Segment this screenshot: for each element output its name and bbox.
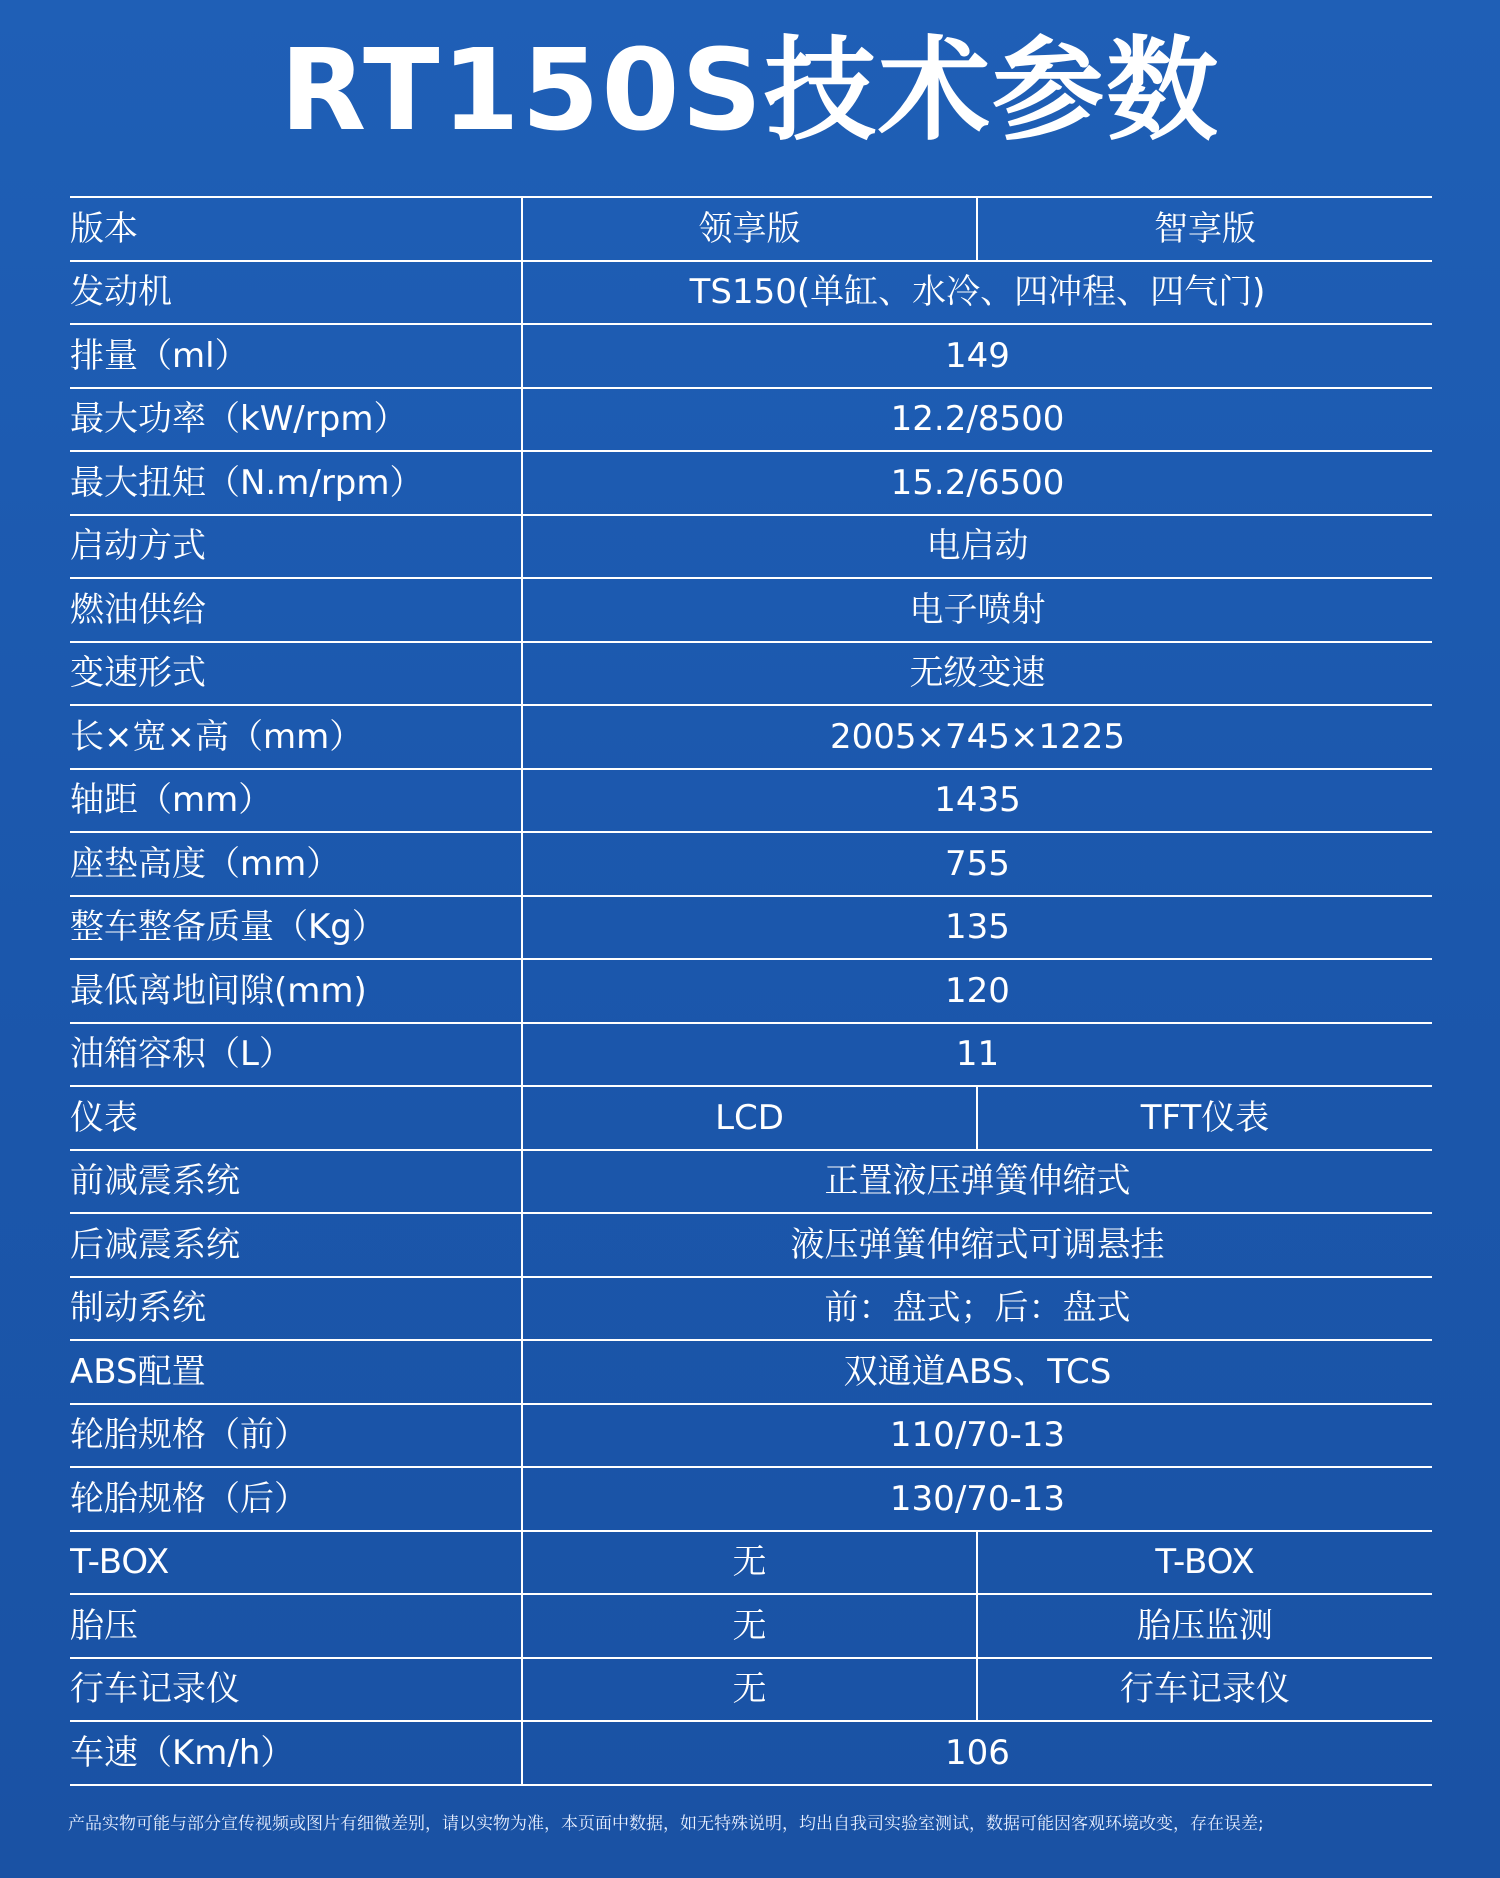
spec-value: 11 <box>522 1023 1432 1087</box>
spec-value: 前：盘式；后：盘式 <box>522 1277 1432 1341</box>
spec-label: 排量（ml） <box>70 324 522 388</box>
spec-value: 无级变速 <box>522 642 1432 706</box>
spec-value: 106 <box>522 1721 1432 1785</box>
spec-label: 启动方式 <box>70 515 522 579</box>
spec-label: 最大功率（kW/rpm） <box>70 388 522 452</box>
spec-value: 755 <box>522 832 1432 896</box>
spec-row <box>70 642 1432 706</box>
spec-value: 行车记录仪 <box>977 1658 1432 1722</box>
spec-label: 前减震系统 <box>70 1150 522 1214</box>
spec-row <box>70 388 1432 452</box>
spec-value: 130/70-13 <box>522 1467 1432 1531</box>
spec-label: 轴距（mm） <box>70 769 522 833</box>
spec-value: 2005×745×1225 <box>522 705 1432 769</box>
spec-value: 135 <box>522 896 1432 960</box>
spec-row <box>70 1658 1432 1722</box>
spec-label: 长×宽×高（mm） <box>70 705 522 769</box>
spec-row <box>70 451 1432 515</box>
spec-value: 领享版 <box>522 197 977 261</box>
spec-value: 120 <box>522 959 1432 1023</box>
spec-value: 12.2/8500 <box>522 388 1432 452</box>
spec-row <box>70 1721 1432 1785</box>
spec-row <box>70 1150 1432 1214</box>
spec-label: 最大扭矩（N.m/rpm） <box>70 451 522 515</box>
spec-value: 正置液压弹簧伸缩式 <box>522 1150 1432 1214</box>
spec-label: 最低离地间隙(mm) <box>70 959 522 1023</box>
spec-value: TS150(单缸、水冷、四冲程、四气门) <box>522 261 1432 325</box>
spec-label: 座垫高度（mm） <box>70 832 522 896</box>
spec-value: 149 <box>522 324 1432 388</box>
spec-label: 制动系统 <box>70 1277 522 1341</box>
spec-label: 变速形式 <box>70 642 522 706</box>
spec-label: T-BOX <box>70 1531 522 1595</box>
spec-value: T-BOX <box>977 1531 1432 1595</box>
spec-table-body <box>70 197 1432 1785</box>
spec-row <box>70 896 1432 960</box>
spec-row <box>70 1277 1432 1341</box>
spec-row <box>70 1531 1432 1595</box>
spec-row <box>70 261 1432 325</box>
spec-value: 双通道ABS、TCS <box>522 1340 1432 1404</box>
spec-label: 行车记录仪 <box>70 1658 522 1722</box>
spec-label: 版本 <box>70 197 522 261</box>
spec-label: 仪表 <box>70 1086 522 1150</box>
spec-row <box>70 324 1432 388</box>
spec-value: TFT仪表 <box>977 1086 1432 1150</box>
spec-table <box>70 196 1432 1786</box>
spec-row <box>70 1594 1432 1658</box>
spec-row <box>70 959 1432 1023</box>
spec-label: 整车整备质量（Kg） <box>70 896 522 960</box>
spec-value: 无 <box>522 1531 977 1595</box>
spec-value: 胎压监测 <box>977 1594 1432 1658</box>
spec-row <box>70 578 1432 642</box>
spec-value: LCD <box>522 1086 977 1150</box>
spec-row <box>70 197 1432 261</box>
spec-value: 1435 <box>522 769 1432 833</box>
spec-row <box>70 1467 1432 1531</box>
spec-label: ABS配置 <box>70 1340 522 1404</box>
spec-value: 液压弹簧伸缩式可调悬挂 <box>522 1213 1432 1277</box>
spec-label: 油箱容积（L） <box>70 1023 522 1087</box>
spec-label: 胎压 <box>70 1594 522 1658</box>
spec-row <box>70 1340 1432 1404</box>
spec-label: 燃油供给 <box>70 578 522 642</box>
spec-row <box>70 1404 1432 1468</box>
spec-label: 车速（Km/h） <box>70 1721 522 1785</box>
spec-row <box>70 1213 1432 1277</box>
spec-value: 电启动 <box>522 515 1432 579</box>
spec-value: 110/70-13 <box>522 1404 1432 1468</box>
spec-row <box>70 1023 1432 1087</box>
spec-row <box>70 1086 1432 1150</box>
spec-value: 智享版 <box>977 197 1432 261</box>
spec-row <box>70 769 1432 833</box>
spec-label: 轮胎规格（前） <box>70 1404 522 1468</box>
spec-value: 电子喷射 <box>522 578 1432 642</box>
footnote: 产品实物可能与部分宣传视频或图片有细微差别，请以实物为准，本页面中数据，如无特殊说明，均出自我司实验室测试，数据可能因客观环境改变，存在误差; <box>68 1814 1264 1834</box>
page-title: RT150S技术参数 <box>279 26 1221 156</box>
spec-row <box>70 705 1432 769</box>
spec-row <box>70 832 1432 896</box>
spec-label: 后减震系统 <box>70 1213 522 1277</box>
spec-label: 轮胎规格（后） <box>70 1467 522 1531</box>
spec-value: 15.2/6500 <box>522 451 1432 515</box>
spec-row <box>70 515 1432 579</box>
spec-label: 发动机 <box>70 261 522 325</box>
spec-value: 无 <box>522 1594 977 1658</box>
spec-value: 无 <box>522 1658 977 1722</box>
